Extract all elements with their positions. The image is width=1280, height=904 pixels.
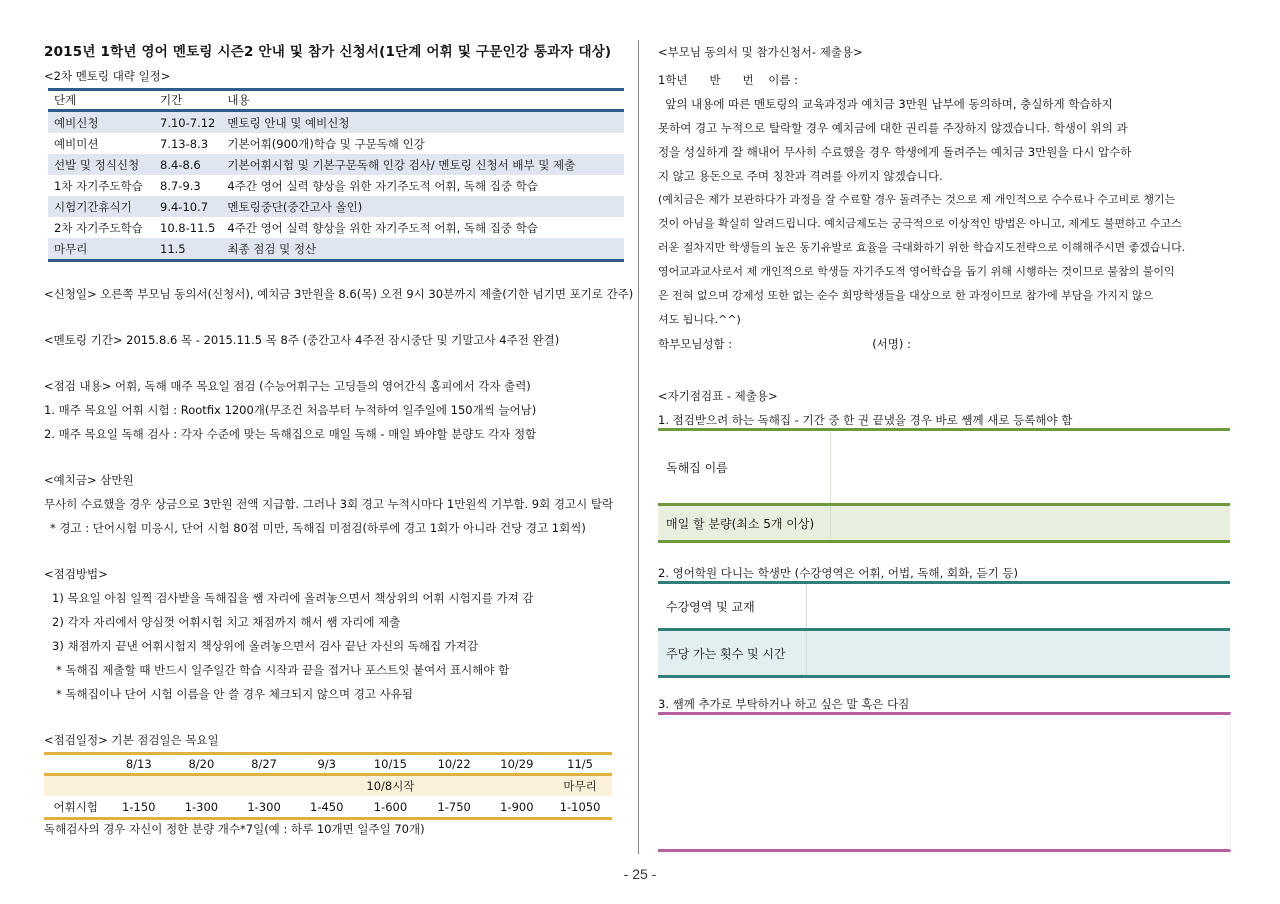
right-column (658, 40, 1233, 852)
table-row (48, 175, 624, 196)
consent-line: 지 않고 용돈으로 주며 칭찬과 격려를 아끼지 않겠습니다. (658, 169, 943, 183)
dates-row (44, 754, 612, 775)
note-cell: 마무리 (548, 775, 612, 797)
consent-body (658, 92, 1233, 332)
student-info-line[interactable]: 1학년 반 번 이름 : (658, 73, 798, 87)
vocab-cell: 1-900 (486, 796, 549, 819)
date-cell: 10/15 (358, 754, 423, 775)
cell-stage: 1차 자기주도학습 (54, 178, 143, 193)
cell-stage: 2차 자기주도학습 (54, 220, 143, 235)
deposit-text: 무사히 수료했을 경우 상금으로 3만원 전액 지급함. 그러나 3회 경고 누적시마다 1만원씩 기부함. 9회 경고시 탈락 (44, 497, 614, 511)
schedule-label: <2차 멘토링 대략 일정> (44, 69, 171, 83)
subjects-label: 수강영역 및 교재 (658, 584, 807, 628)
cell-content: 멘토링 안내 및 예비신청 (221, 111, 624, 134)
check-schedule-label: <점검일정> 기본 점검일은 목요일 (44, 733, 219, 747)
daily-amount-field[interactable] (831, 506, 1230, 540)
header-period: 기간 (154, 90, 221, 111)
method-item: 1) 목요일 아침 일찍 검사받을 독해집을 쌤 자리에 올려놓으면서 책상위의 어휘 시험지를 가져 감 (52, 591, 534, 605)
check-schedule-table (44, 752, 612, 820)
vocab-cell: 1-600 (358, 796, 423, 819)
page-number: - 25 - (623, 866, 657, 882)
consent-line: 러운 절차지만 학생들의 높은 동기유발로 효율을 극대화하기 위한 학습지도전략으로 이해해주시면 좋겠습니다. (658, 241, 1186, 254)
cell-stage: 예비미션 (54, 136, 99, 151)
note-cell (44, 775, 107, 797)
method-note: * 독해집 제출할 때 반드시 일주일간 학습 시작과 끝을 접거나 포스트잇 붙여서 표시해야 함 (56, 663, 510, 677)
book-name-field[interactable] (831, 431, 1230, 503)
cell-content: 최종 점검 및 정산 (221, 238, 624, 261)
cell-period: 10.8-11.5 (160, 220, 216, 235)
note-cell: 10/8시작 (358, 775, 423, 797)
form1-table (658, 428, 1230, 543)
table-row (48, 133, 624, 154)
consent-line: 앞의 내용에 따른 멘토링의 교육과정과 예치금 3만원 납부에 동의하며, 충실하게 학습하지 (658, 97, 1113, 111)
schedule-header-row (48, 90, 624, 111)
header-stage: 단계 (48, 90, 154, 111)
vocab-cell: 어휘시험 (44, 796, 107, 819)
consent-line: 은 전혀 없으며 강제성 또한 없는 순수 희망학생들을 대상으로 한 과정이므로 참가에 부담을 가지지 않으 (658, 289, 1154, 302)
cell-period: 8.7-9.3 (160, 178, 201, 193)
consent-title: <부모님 동의서 및 참가신청서- 제출용> (658, 45, 863, 59)
parent-signature-line[interactable] (658, 332, 1233, 356)
table-row (48, 111, 624, 134)
apply-date-text: <신청일> 오른쪽 부모님 동의서(신청서), 예치금 3만원을 8.6(목) 오전 9시 30분까지 제출(기한 넘기면 포기로 간주) (44, 287, 634, 301)
book-name-label: 독해집 이름 (658, 431, 831, 503)
document-title: 2015년 1학년 영어 멘토링 시즌2 안내 및 참가 신청서(1단계 어휘 및 구문인강 통과자 대상) (44, 44, 612, 60)
method-item: 3) 채점까지 끝낸 어휘시험지 책상위에 올려놓으면서 검사 끝난 자신의 독해집 가져감 (52, 639, 479, 653)
parent-name-label: 학부모님성함 : (658, 337, 733, 351)
cell-period: 11.5 (154, 238, 221, 261)
form2-row-frequency (658, 628, 1230, 675)
consent-line: 셔도 됩니다.^^) (658, 313, 741, 326)
cell-stage: 선발 및 정식신청 (48, 154, 154, 175)
form1-row-book-name (658, 431, 1230, 503)
daily-amount-label: 매일 할 분량(최소 5개 이상) (658, 506, 831, 540)
notes-row (44, 775, 612, 797)
date-cell: 10/22 (423, 754, 486, 775)
table-row (48, 196, 624, 217)
date-cell: 8/27 (233, 754, 296, 775)
cell-period: 9.4-10.7 (154, 196, 221, 217)
cell-content: 4주간 영어 실력 향상을 위한 자기주도적 어휘, 독해 집중 학습 (227, 220, 538, 235)
date-cell: 9/3 (295, 754, 358, 775)
consent-line: 못하여 경고 누적으로 탈락할 경우 예치금에 대한 권리를 주장하지 않겠습니다. 학생이 위의 과 (658, 121, 1128, 135)
selfcheck-title: <자기점검표 - 제출용> (658, 389, 778, 403)
date-cell: 10/29 (486, 754, 549, 775)
cell-content: 4주간 영어 실력 향상을 위한 자기주도적 어휘, 독해 집중 학습 (227, 178, 538, 193)
check-content-item: 2. 매주 목요일 독해 검사 : 각자 수준에 맞는 독해집으로 매일 독해 - 매일 봐야할 분량도 각자 정함 (44, 427, 537, 441)
subjects-field[interactable] (807, 584, 1230, 628)
check-content-label: <점검 내용> 어휘, 독해 매주 목요일 점검 (수능어휘구는 고딩들의 영어간식 홈피에서 각자 출력) (44, 379, 531, 393)
form1-title: 1. 점검받으려 하는 독해집 - 기간 중 한 권 끝냈을 경우 바로 쌤께 새로 등록해야 함 (658, 413, 1073, 427)
method-item: 2) 각자 자리에서 양심껏 어휘시험 치고 채점까지 해서 쌤 자리에 제출 (52, 615, 401, 629)
left-column (44, 40, 634, 838)
header-content: 내용 (221, 90, 624, 111)
method-label: <점검방법> (44, 567, 108, 581)
note-cell (170, 775, 233, 797)
consent-line: 영어교과교사로서 제 개인적으로 학생들 자기주도적 영어학습을 돕기 위해 시행하는 것이므로 불참의 불이익 (658, 265, 1175, 278)
note-cell (295, 775, 358, 797)
table-row (48, 238, 624, 261)
cell-period: 8.4-8.6 (154, 154, 221, 175)
cell-content: 기본어휘시험 및 기본구문독해 인강 검사/ 멘토링 신청서 배부 및 제출 (221, 154, 624, 175)
cell-period: 7.13-8.3 (160, 136, 209, 151)
vocab-cell: 1-750 (423, 796, 486, 819)
vocab-cell: 1-450 (295, 796, 358, 819)
form1-row-daily-amount (658, 503, 1230, 540)
column-divider (638, 40, 639, 854)
check-content-item: 1. 매주 목요일 어휘 시험 : Rootfix 1200개(무조건 처음부터 누적하여 일주일에 150개씩 늘어남) (44, 403, 537, 417)
cell-stage: 예비신청 (48, 111, 154, 134)
table-row (48, 217, 624, 238)
consent-line: (예치금은 제가 보관하다가 과정을 잘 수료할 경우 돌려주는 것으로 제 개인적으로 수수료나 수고비로 챙기는 (658, 193, 1176, 206)
vocab-cell: 1-300 (233, 796, 296, 819)
table-row (48, 154, 624, 175)
cell-stage: 마무리 (48, 238, 154, 261)
date-cell: 8/13 (107, 754, 170, 775)
frequency-field[interactable] (807, 631, 1230, 675)
form2-table (658, 581, 1230, 678)
frequency-label: 주당 가는 횟수 및 시간 (658, 631, 807, 675)
cell-content: 멘토링중단(중간고사 올인) (221, 196, 624, 217)
schedule-table (48, 88, 624, 262)
method-note: * 독해집이나 단어 시험 이름을 안 쓸 경우 체크되지 않으며 경고 사유됨 (56, 687, 414, 701)
signature-label: (서명) : (872, 337, 911, 351)
cell-period: 7.10-7.12 (154, 111, 221, 134)
cell-stage: 시험기간휴식기 (48, 196, 154, 217)
form2-title: 2. 영어학원 다니는 학생만 (수강영역은 어휘, 어법, 독해, 회화, 듣기 등) (658, 566, 1018, 580)
message-field[interactable] (658, 712, 1231, 852)
consent-line: 것이 아님을 확실히 알려드립니다. 예치금제도는 궁극적으로 이상적인 방법은 아니고, 제게도 불편하고 수고스 (658, 217, 1182, 230)
date-cell: 11/5 (548, 754, 612, 775)
note-cell (107, 775, 170, 797)
note-cell (423, 775, 486, 797)
cell-content: 기본어휘(900개)학습 및 구문독해 인강 (227, 136, 425, 151)
vocab-row (44, 796, 612, 819)
date-cell: 8/20 (170, 754, 233, 775)
note-cell (233, 775, 296, 797)
note-cell (486, 775, 549, 797)
consent-line: 정을 성실하게 잘 해내어 무사히 수료했을 경우 학생에게 돌려주는 예치금 3만원을 다시 압수하 (658, 145, 1132, 159)
vocab-cell: 1-1050 (548, 796, 612, 819)
vocab-cell: 1-300 (170, 796, 233, 819)
form2-row-subjects (658, 584, 1230, 628)
deposit-note: * 경고 : 단어시험 미응시, 단어 시험 80점 미만, 독해집 미점검(하루에 경고 1회가 아니라 건당 경고 1회씩) (50, 521, 586, 535)
date-cell (44, 754, 107, 775)
mentoring-period-text: <멘토링 기간> 2015.8.6 목 - 2015.11.5 목 8주 (중간고사 4주전 잠시중단 및 기말고사 4주전 완결) (44, 333, 560, 347)
deposit-label: <예치금> 삼만원 (44, 473, 134, 487)
vocab-cell: 1-150 (107, 796, 170, 819)
form3-title: 3. 쌤께 추가로 부탁하거나 하고 싶은 말 혹은 다짐 (658, 697, 910, 711)
check-schedule-footnote: 독해검사의 경우 자신이 정한 분량 개수*7일(예 : 하루 10개면 일주일 70개) (44, 822, 425, 836)
